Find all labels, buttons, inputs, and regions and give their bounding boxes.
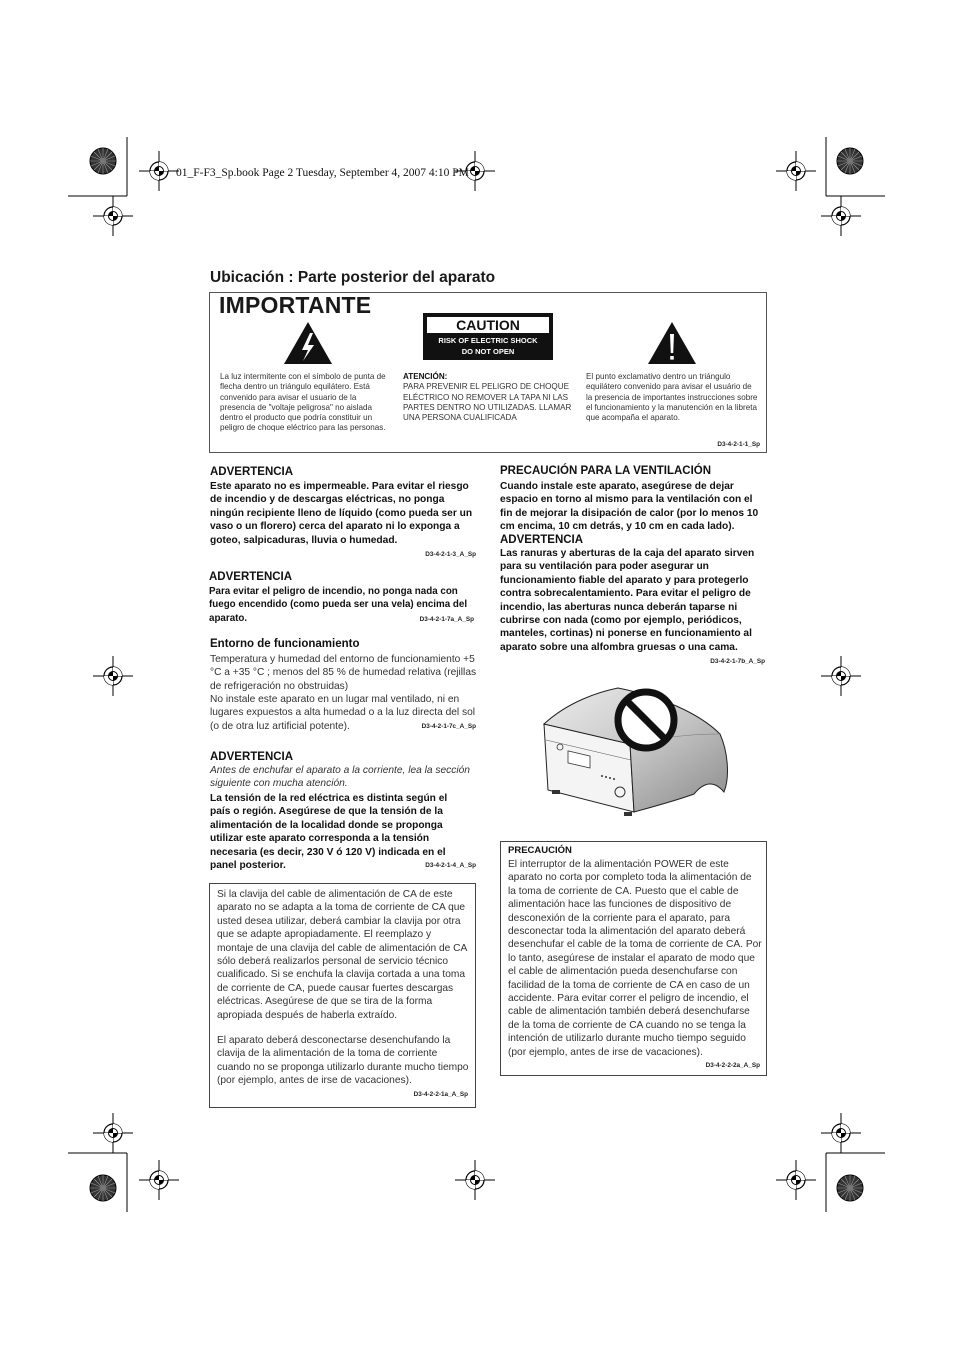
adv3-code: D3-4-2-1-4_A_Sp <box>425 862 476 869</box>
adv4-code: D3-4-2-1-7b_A_Sp <box>710 658 765 665</box>
registration-mark-icon <box>821 1113 861 1153</box>
adv3-italic: Antes de enchufar el aparato a la corriente, lea la sección siguiente con mucha atención. <box>210 765 470 790</box>
book-header: 01_F-F3_Sp.book Page 2 Tuesday, September 4, 2007 4:10 PM <box>176 167 469 179</box>
plug-note-code: D3-4-2-2-1a_A_Sp <box>413 1091 468 1098</box>
caution-sub <box>423 335 553 357</box>
importante-left-text: La luz intermitente con el símbolo de punta de flecha dentro un triángulo equilátero. Está convenido para avisar el usuario de la presencia de "voltaje peligrosa" no aislada dentro el producto que podría constituir un peligro de choque eléctrico para las personas. <box>220 372 386 433</box>
plug-note-text2: El aparato deberá desconectarse desenchufando la clavija de la alimentación de la toma de corriente cuando no se proponga utilizarlo durante mucho tiempo (por ejemplo, antes de irse de vacaciones). <box>217 1035 469 1087</box>
covered-device-illustration <box>538 682 738 822</box>
importante-title: IMPORTANTE <box>219 292 372 318</box>
entorno-code: D3-4-2-1-7c_A_Sp <box>421 723 476 730</box>
registration-mark-icon <box>93 1113 133 1153</box>
adv2-code: D3-4-2-1-7a_A_Sp <box>419 616 474 623</box>
plug-note-text1: Si la clavija del cable de alimentación de CA de este aparato no se adapta a la toma de corriente de CA que usted desea utilizar, deberá cambiar la clavija por otra que se adapte apropiadamente. El reemplazo y montaje de una clavija del cable de alimentación de CA sólo deberá realizarlos personal de servicio técnico cualificado. Si se enchufa la clavija cortada a una toma de corriente de CA, puede causar fuertes descargas eléctricas. Asegúrese de que se tira de la forma apropiada después de haberla extraído. <box>217 889 467 1021</box>
registration-mark-icon <box>93 196 133 236</box>
adv4-text: Las ranuras y aberturas de la caja del aparato sirven para su ventilación para poder asegurar un funcionamiento fiable del aparato y para protegerlo contra sobrecalentamiento. Para evitar el peligro de incendio, las aberturas nunca deberán taparse ni cubrirse con nada (como por ejemplo, periódicos, manteles, cortinas) ni ponerse en funcionamiento al aparato sobre una alfombra gruesas o una cama. <box>500 548 755 653</box>
ventilacion-text: Cuando instale este aparato, asegúrese de dejar espacio en torno al mismo para la ventilación con el fin de mejorar la disipación de calor (por lo menos 10 cm encima, 10 cm detrás, y 10 cm en cada lado). <box>500 481 759 533</box>
registration-mark-icon <box>93 656 133 696</box>
precaucion-heading: PRECAUCIÓN <box>508 845 572 856</box>
precaucion-code: D3-4-2-2-2a_A_Sp <box>705 1062 760 1069</box>
starburst-target-icon <box>837 148 863 174</box>
registration-mark-icon <box>821 656 861 696</box>
caution-sub-line1: RISK OF ELECTRIC SHOCK <box>438 336 538 345</box>
adv4-heading: ADVERTENCIA <box>500 534 584 546</box>
lightning-warning-icon <box>282 320 334 366</box>
adv1-text: Este aparato no es impermeable. Para evitar el riesgo de incendio y de descargas eléctricas, no ponga ningún recipiente lleno de líquido (como pueda ser un vaso o un florero) cerca del aparato ni lo exponga a goteo, salpicaduras, lluvia o humedad. <box>210 481 473 546</box>
adv1-code: D3-4-2-1-3_A_Sp <box>425 551 476 558</box>
caution-label-box <box>423 313 553 360</box>
ventilacion-heading: PRECAUCIÓN PARA LA VENTILACIÓN <box>500 465 712 477</box>
registration-mark-icon <box>776 1160 816 1200</box>
entorno-text1: Temperatura y humedad del entorno de funcionamiento +5 °C a +35 °C ; menos del 85 % de humedad relativa (rejillas de refrigeración no obstruidas) <box>210 654 477 692</box>
registration-mark-icon <box>139 151 179 191</box>
registration-mark-icon <box>455 1160 495 1200</box>
adv2-heading: ADVERTENCIA <box>209 571 293 583</box>
caution-sub-line2: DO NOT OPEN <box>461 347 515 356</box>
importante-middle-heading: ATENCIÓN: <box>403 372 448 381</box>
exclamation-warning-icon <box>646 320 698 366</box>
registration-mark-icon <box>821 196 861 236</box>
adv1-heading: ADVERTENCIA <box>210 466 294 478</box>
starburst-target-icon <box>837 1175 863 1201</box>
importante-code: D3-4-2-1-1_Sp <box>717 441 760 448</box>
entorno-heading: Entorno de funcionamiento <box>210 638 360 650</box>
registration-mark-icon <box>776 151 816 191</box>
importante-right-text: El punto exclamativo dentro un triángulo equilátero convenido para avisar el usuário de la presencia de importantes instrucciones sobre el funcionamiento y la manutención en la libreta que acompaña el aparato. <box>586 372 758 423</box>
entorno-text2: No instale este aparato en un lugar mal ventilado, ni en lugares expuestos a alta humedad o a la luz directa del sol (o de otra luz artificial potente). <box>210 694 476 732</box>
importante-middle-text: PARA PREVENIR EL PELIGRO DE CHOQUE ELÉCTRICO NO REMOVER LA TAPA NI LAS PARTES DENTRO NO UTILIZADAS. LLAMAR UNA PERSONA CUALIFICADA <box>403 382 572 423</box>
importante-middle <box>403 372 575 423</box>
caution-label: CAUTION <box>425 315 551 335</box>
precaucion-text: El interruptor de la alimentación POWER de este aparato no corta por completo toda la alimentación de la toma de corriente de CA. Puesto que el cable de alimentación hace las funciones de dispositivo de desconexión de la corriente para el aparato, para desconectar toda la alimentación del aparato deberá desenchufar el cable de la toma de corriente de CA. Por lo tanto, asegúrese de instalar el aparato de modo que el cable de alimentación pueda desenchufarse con facilidad de la toma de corriente de CA en caso de un accidente. Para evitar correr el peligro de incendio, el cable de alimentación también deberá desenchufarse de la toma de corriente de CA cuando no se tenga la intención de utilizarlo durante mucho tiempo seguido (por ejemplo, antes de irse de vacaciones). <box>508 859 762 1058</box>
adv2-text: Para evitar el peligro de incendio, no ponga nada con fuego encendido (como pueda ser una vela) encima del aparato. <box>209 586 468 624</box>
adv3-text: La tensión de la red eléctrica es distinta según el país o región. Asegúrese de que la tensión de la alimentación de la localidad donde se proponga utilizar este aparato corresponda a la tensión necesaria (es decir, 230 V ó 120 V) indicada en el panel posterior. <box>210 793 448 872</box>
section-title: Ubicación : Parte posterior del aparato <box>210 269 496 286</box>
starburst-target-icon <box>90 148 116 174</box>
registration-mark-icon <box>139 1160 179 1200</box>
adv3-heading: ADVERTENCIA <box>210 751 294 763</box>
starburst-target-icon <box>90 1175 116 1201</box>
